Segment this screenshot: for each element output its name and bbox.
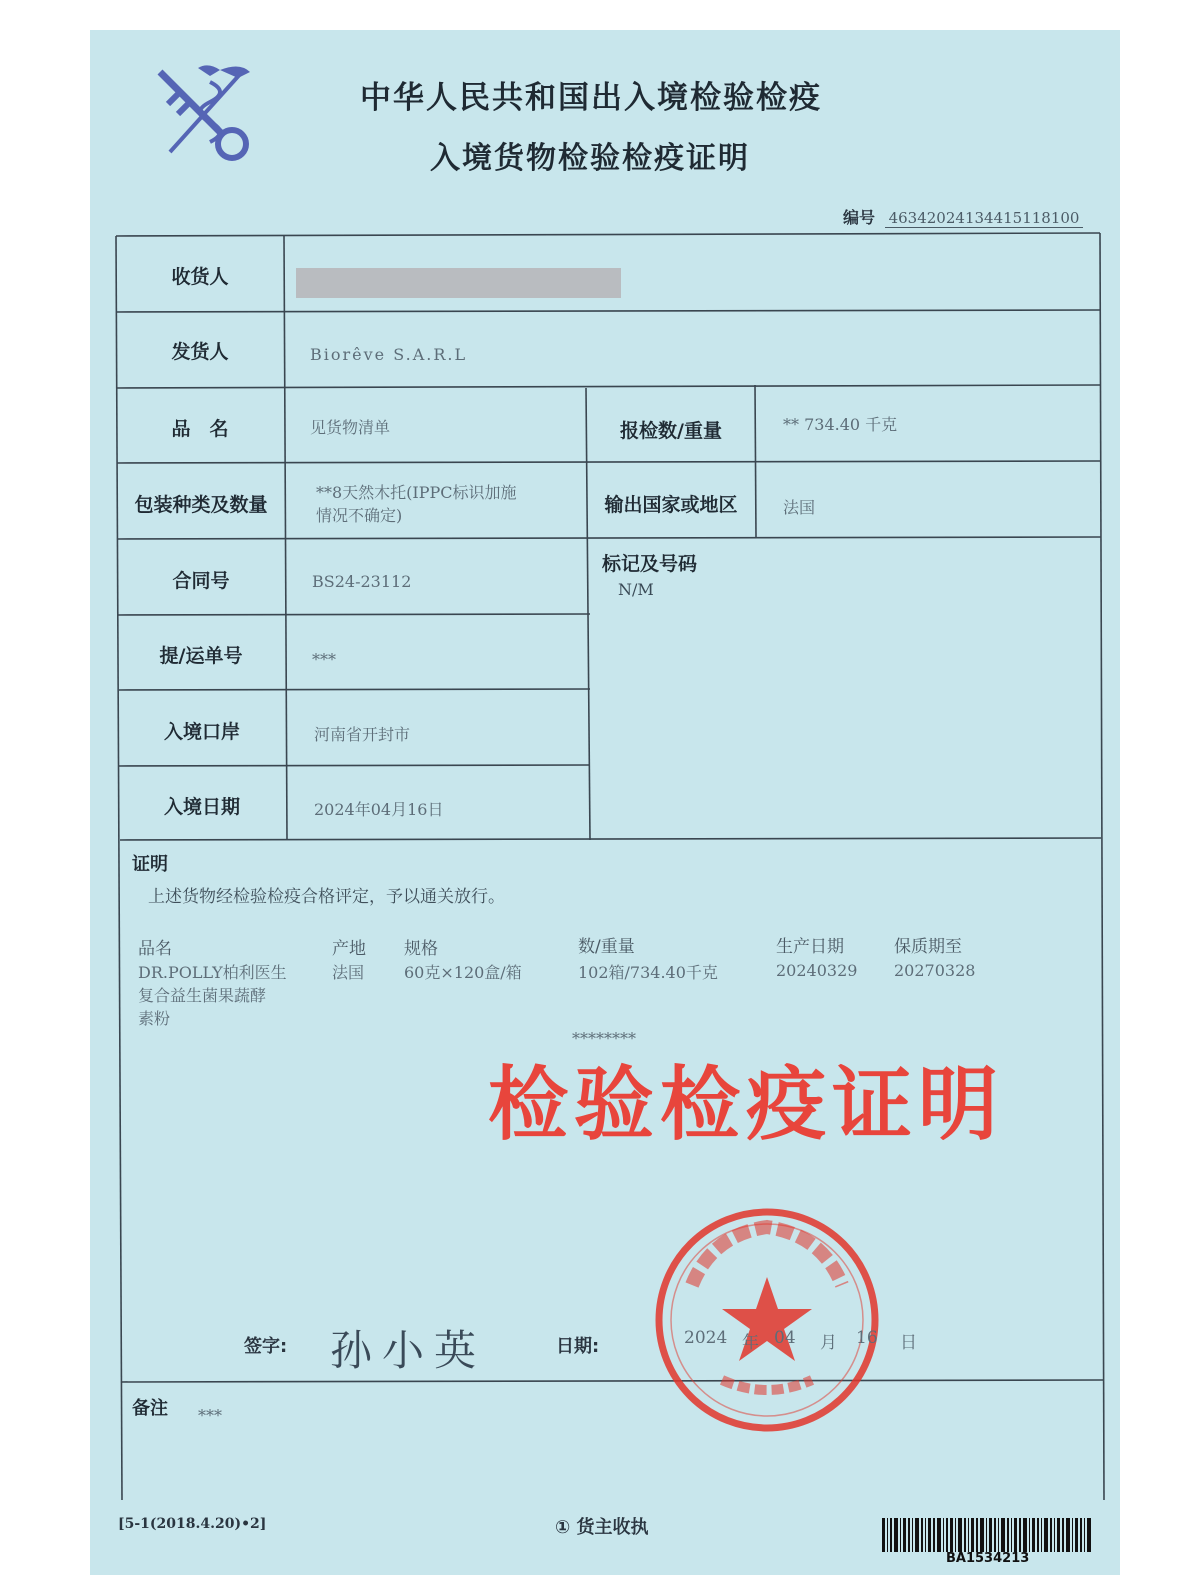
document-title: 中华人民共和国出入境检验检疫 (360, 80, 822, 116)
column-header-expiry: 保质期至 (894, 937, 962, 957)
remarks-value: *** (198, 1406, 222, 1425)
handwritten-signature: 孙小英 (330, 1326, 487, 1375)
goods-quantity: 102箱/734.40千克 (578, 963, 718, 982)
document-subtitle: 入境货物检验检疫证明 (430, 141, 750, 176)
consignor-value: Biorêve S.A.R.L (310, 345, 468, 364)
end-of-list-mark: ******** (572, 1029, 636, 1048)
certificate-number-value: 46342024134415118100 (885, 209, 1084, 228)
watermark-text: 检验检疫证明 (488, 1058, 1004, 1151)
entry-date-label: 入境日期 (163, 796, 240, 818)
column-header-production-date: 生产日期 (776, 937, 844, 957)
goods-name-line3: 素粉 (138, 1009, 171, 1028)
customs-emblem-icon (150, 62, 260, 172)
goods-expiry-date: 20270328 (894, 961, 976, 980)
bill-of-lading-label: 提/运单号 (159, 645, 243, 667)
quantity-label: 报检数/重量 (620, 420, 722, 442)
certificate-number-label: 编号 (843, 208, 876, 227)
quantity-value: ** 734.40 千克 (783, 415, 898, 434)
sign-date-year-char: 年 (742, 1333, 759, 1353)
signature-label: 签字: (244, 1336, 288, 1357)
column-header-origin: 产地 (332, 939, 366, 959)
entry-date-value: 2024年04月16日 (314, 800, 444, 819)
certificate-number (843, 205, 1083, 228)
column-header-quantity: 数/重量 (578, 937, 635, 957)
sign-date-day: 16 (856, 1328, 878, 1348)
certification-statement: 上述货物经检验检疫合格评定，予以通关放行。 (148, 887, 505, 907)
copy-designation: ① 货主收执 (555, 1517, 649, 1538)
sign-date-month-char: 月 (820, 1333, 837, 1353)
sign-date-day-char: 日 (900, 1333, 917, 1353)
product-value: 见货物清单 (310, 418, 391, 437)
goods-spec: 60克×120盒/箱 (404, 963, 522, 982)
column-header-spec: 规格 (404, 939, 438, 959)
barcode-icon (882, 1518, 1092, 1552)
goods-name-line2: 复合益生菌果蔬酵 (138, 986, 267, 1005)
marks-value: N/M (618, 580, 654, 599)
certification-label: 证明 (132, 854, 168, 875)
product-label: 品 名 (171, 418, 229, 440)
contract-value: BS24-23112 (312, 572, 412, 591)
goods-name-line1: DR.POLLY柏利医生 (138, 963, 287, 982)
packaging-value-line2: 情况不确定) (316, 506, 403, 525)
origin-country-label: 输出国家或地区 (604, 494, 738, 516)
consignee-label: 收货人 (171, 266, 229, 288)
contract-label: 合同号 (172, 570, 230, 592)
sign-date-month: 04 (774, 1328, 796, 1348)
marks-label: 标记及号码 (602, 553, 698, 575)
consignee-redacted-value (296, 268, 621, 298)
bill-of-lading-value: *** (312, 650, 336, 669)
entry-port-label: 入境口岸 (163, 721, 240, 743)
barcode-number: BA1534213 (946, 1551, 1030, 1566)
packaging-value-line1: **8天然木托(IPPC标识加施 (316, 483, 517, 502)
origin-country-value: 法国 (783, 498, 816, 517)
entry-port-value: 河南省开封市 (314, 725, 411, 744)
goods-production-date: 20240329 (776, 961, 858, 980)
column-header-name: 品名 (138, 939, 172, 959)
remarks-label: 备注 (132, 1398, 168, 1419)
sign-date-year: 2024 (684, 1328, 728, 1348)
consignor-label: 发货人 (171, 341, 229, 363)
official-seal-icon (652, 1205, 882, 1435)
form-code: [5-1(2018.4.20)•2] (118, 1516, 267, 1532)
packaging-label: 包装种类及数量 (134, 494, 268, 516)
sign-date-label: 日期: (556, 1336, 600, 1357)
goods-origin: 法国 (332, 963, 365, 982)
